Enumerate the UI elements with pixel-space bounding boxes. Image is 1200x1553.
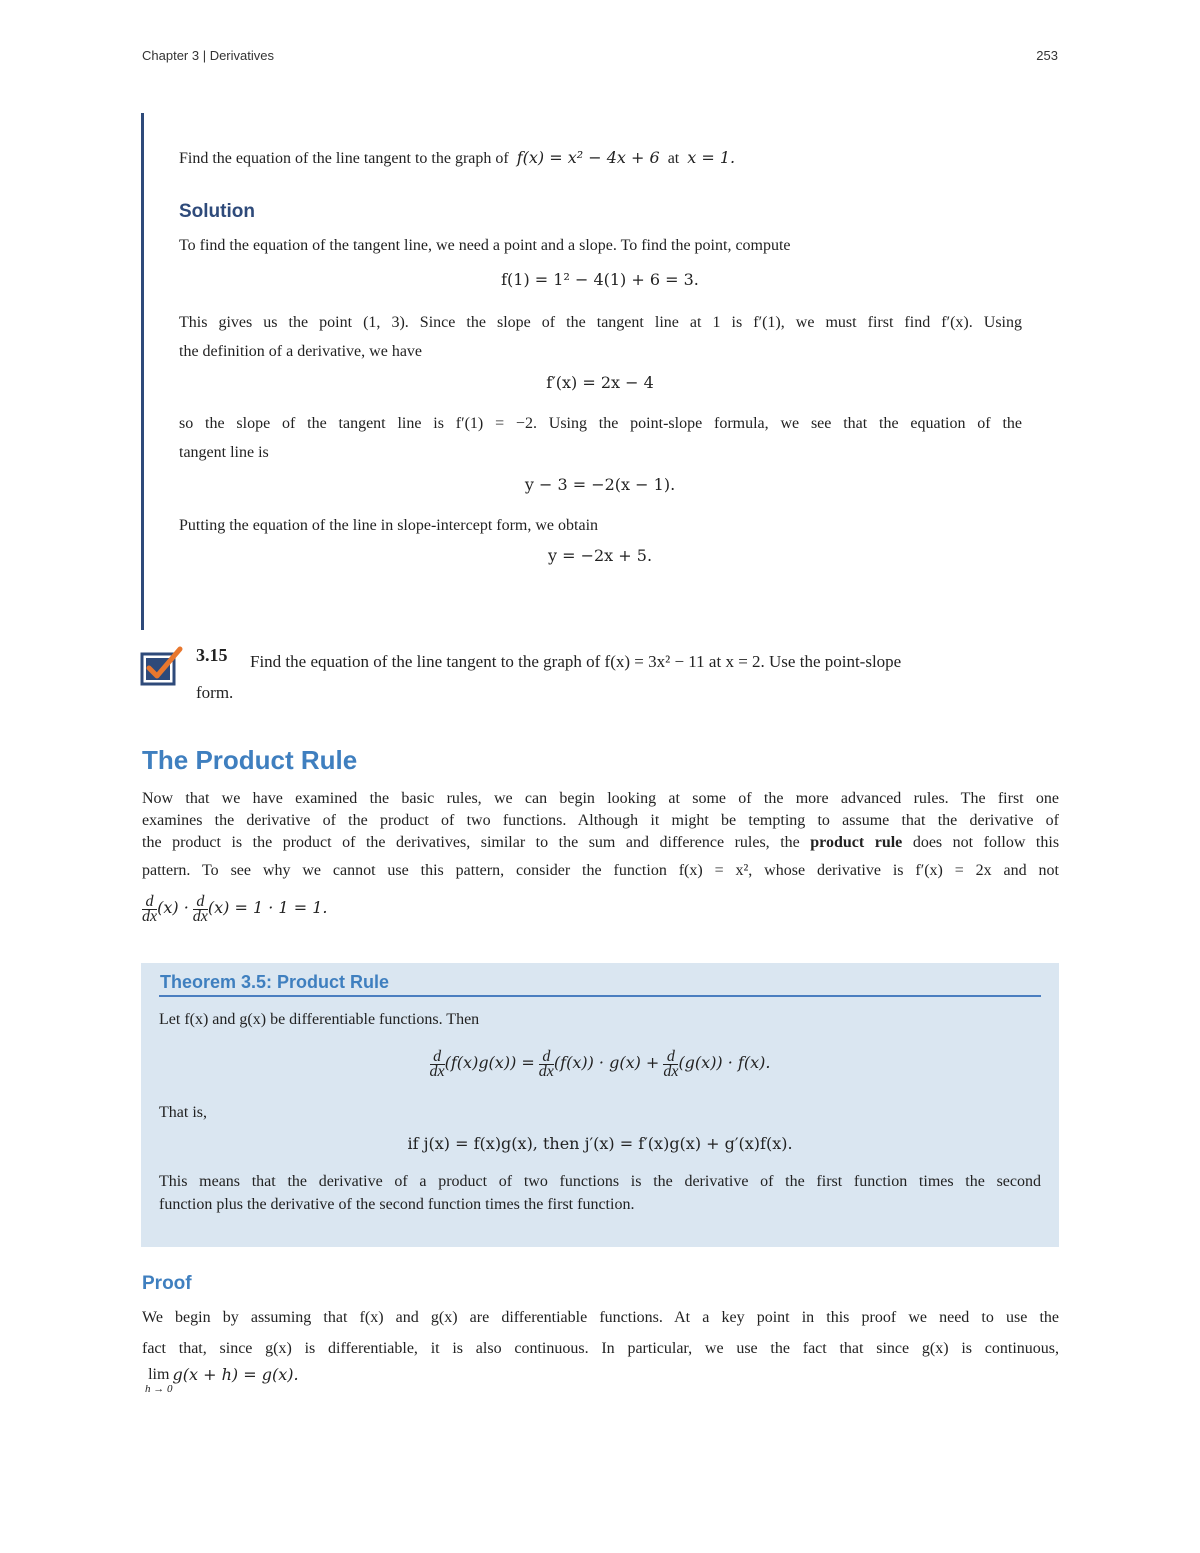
product-rule-formula: $\frac{d}{dx}$ (f(x)g(x)) = $\frac{d}{dx}$ (f(x)) · g(x) + $\frac{d}{dx}$ (g(x)) · f(x). (429, 1048, 771, 1080)
solution-paragraph-3-line1: so the slope of the tangent line is f′(1) = −2. Using the point-slope formula, we see that the equation of the (179, 415, 1022, 432)
checkpoint-text-line2: form. (196, 683, 234, 702)
proof-line2: fact that, since g(x) is differentiable, it is also continuous. In particular, we use the fact that since g(x) is continuous, (142, 1340, 1059, 1357)
page-number: 253 (1036, 48, 1058, 63)
theorem-meaning-line2: function plus the derivative of the second function times the first function. (159, 1196, 635, 1213)
proof-line1: We begin by assuming that f(x) and g(x) are differentiable functions. At a key point in this proof we need to use the (142, 1309, 1059, 1326)
theorem-title-rule (159, 995, 1041, 997)
proof-heading: Proof (142, 1273, 192, 1294)
equation-point-slope: y − 3 = −2(x − 1). (524, 475, 676, 494)
theorem-title: Theorem 3.5: Product Rule (160, 972, 390, 992)
solution-paragraph-4: Putting the equation of the line in slope-intercept form, we obtain (179, 517, 599, 534)
solution-paragraph-3-line2: tangent line is (179, 444, 269, 461)
section-title: The Product Rule (142, 745, 358, 775)
checkpoint-number: 3.15 (196, 645, 228, 665)
checkpoint-text-line1: Find the equation of the line tangent to the graph of f(x) = 3x² − 11 at x = 2. Use the point-slope (250, 652, 902, 671)
equation-slope-intercept: y = −2x + 5. (547, 546, 653, 565)
product-rule-intro: Now that we have examined the basic rules, we can begin looking at some of the more advanced rules. The first one examines the derivative of the product of two functions. Although it might be tempting to assume that the derivative of the product is the product of the derivatives, similar to the sum and difference rules, the product rule does not follow this pattern. To see why we cannot use this pattern, consider the function f(x) = x², whose derivative is f′(x) = 2x and not (142, 790, 1060, 879)
equation-derivative: f′(x) = 2x − 4 (546, 373, 654, 392)
solution-paragraph-2-line2: the definition of a derivative, we have (179, 343, 423, 360)
checkpoint-icon (140, 646, 180, 686)
derivative-product-example: $\frac{d}{dx}$ (x) · $\frac{d}{dx}$ (x) = 1 · 1 = 1. (142, 893, 328, 925)
solution-paragraph-2-line1: This gives us the point (1, 3). Since the slope of the tangent line at 1 is f′(1), we must first find f′(x). Using (179, 314, 1022, 331)
function-expression: f(x) = x² − 4x + 6 (516, 148, 660, 167)
solution-heading: Solution (179, 201, 255, 222)
equation-point: f(1) = 1² − 4(1) + 6 = 3. (501, 270, 699, 289)
theorem-intro: Let f(x) and g(x) be differentiable functions. Then (159, 1011, 480, 1028)
theorem-meaning-line1: This means that the derivative of a product of two functions is the derivative of the first function times the second (159, 1173, 1041, 1190)
running-header-chapter: Chapter 3 | Derivatives (142, 48, 274, 63)
product-rule-formula-prime: if j(x) = f(x)g(x), then j′(x) = f′(x)g(x) + g′(x)f(x). (407, 1134, 793, 1153)
example-problem: Find the equation of the line tangent to the graph of f(x) = x² − 4x + 6 at x = 1. (179, 148, 736, 167)
product-rule-term: product rule (810, 834, 903, 851)
solution-paragraph-1: To find the equation of the tangent line, we need a point and a slope. To find the point, compute (179, 237, 791, 254)
theorem-that-is: That is, (159, 1104, 207, 1121)
limit-expression: lim h → 0 g(x + h) = g(x). (145, 1365, 299, 1395)
